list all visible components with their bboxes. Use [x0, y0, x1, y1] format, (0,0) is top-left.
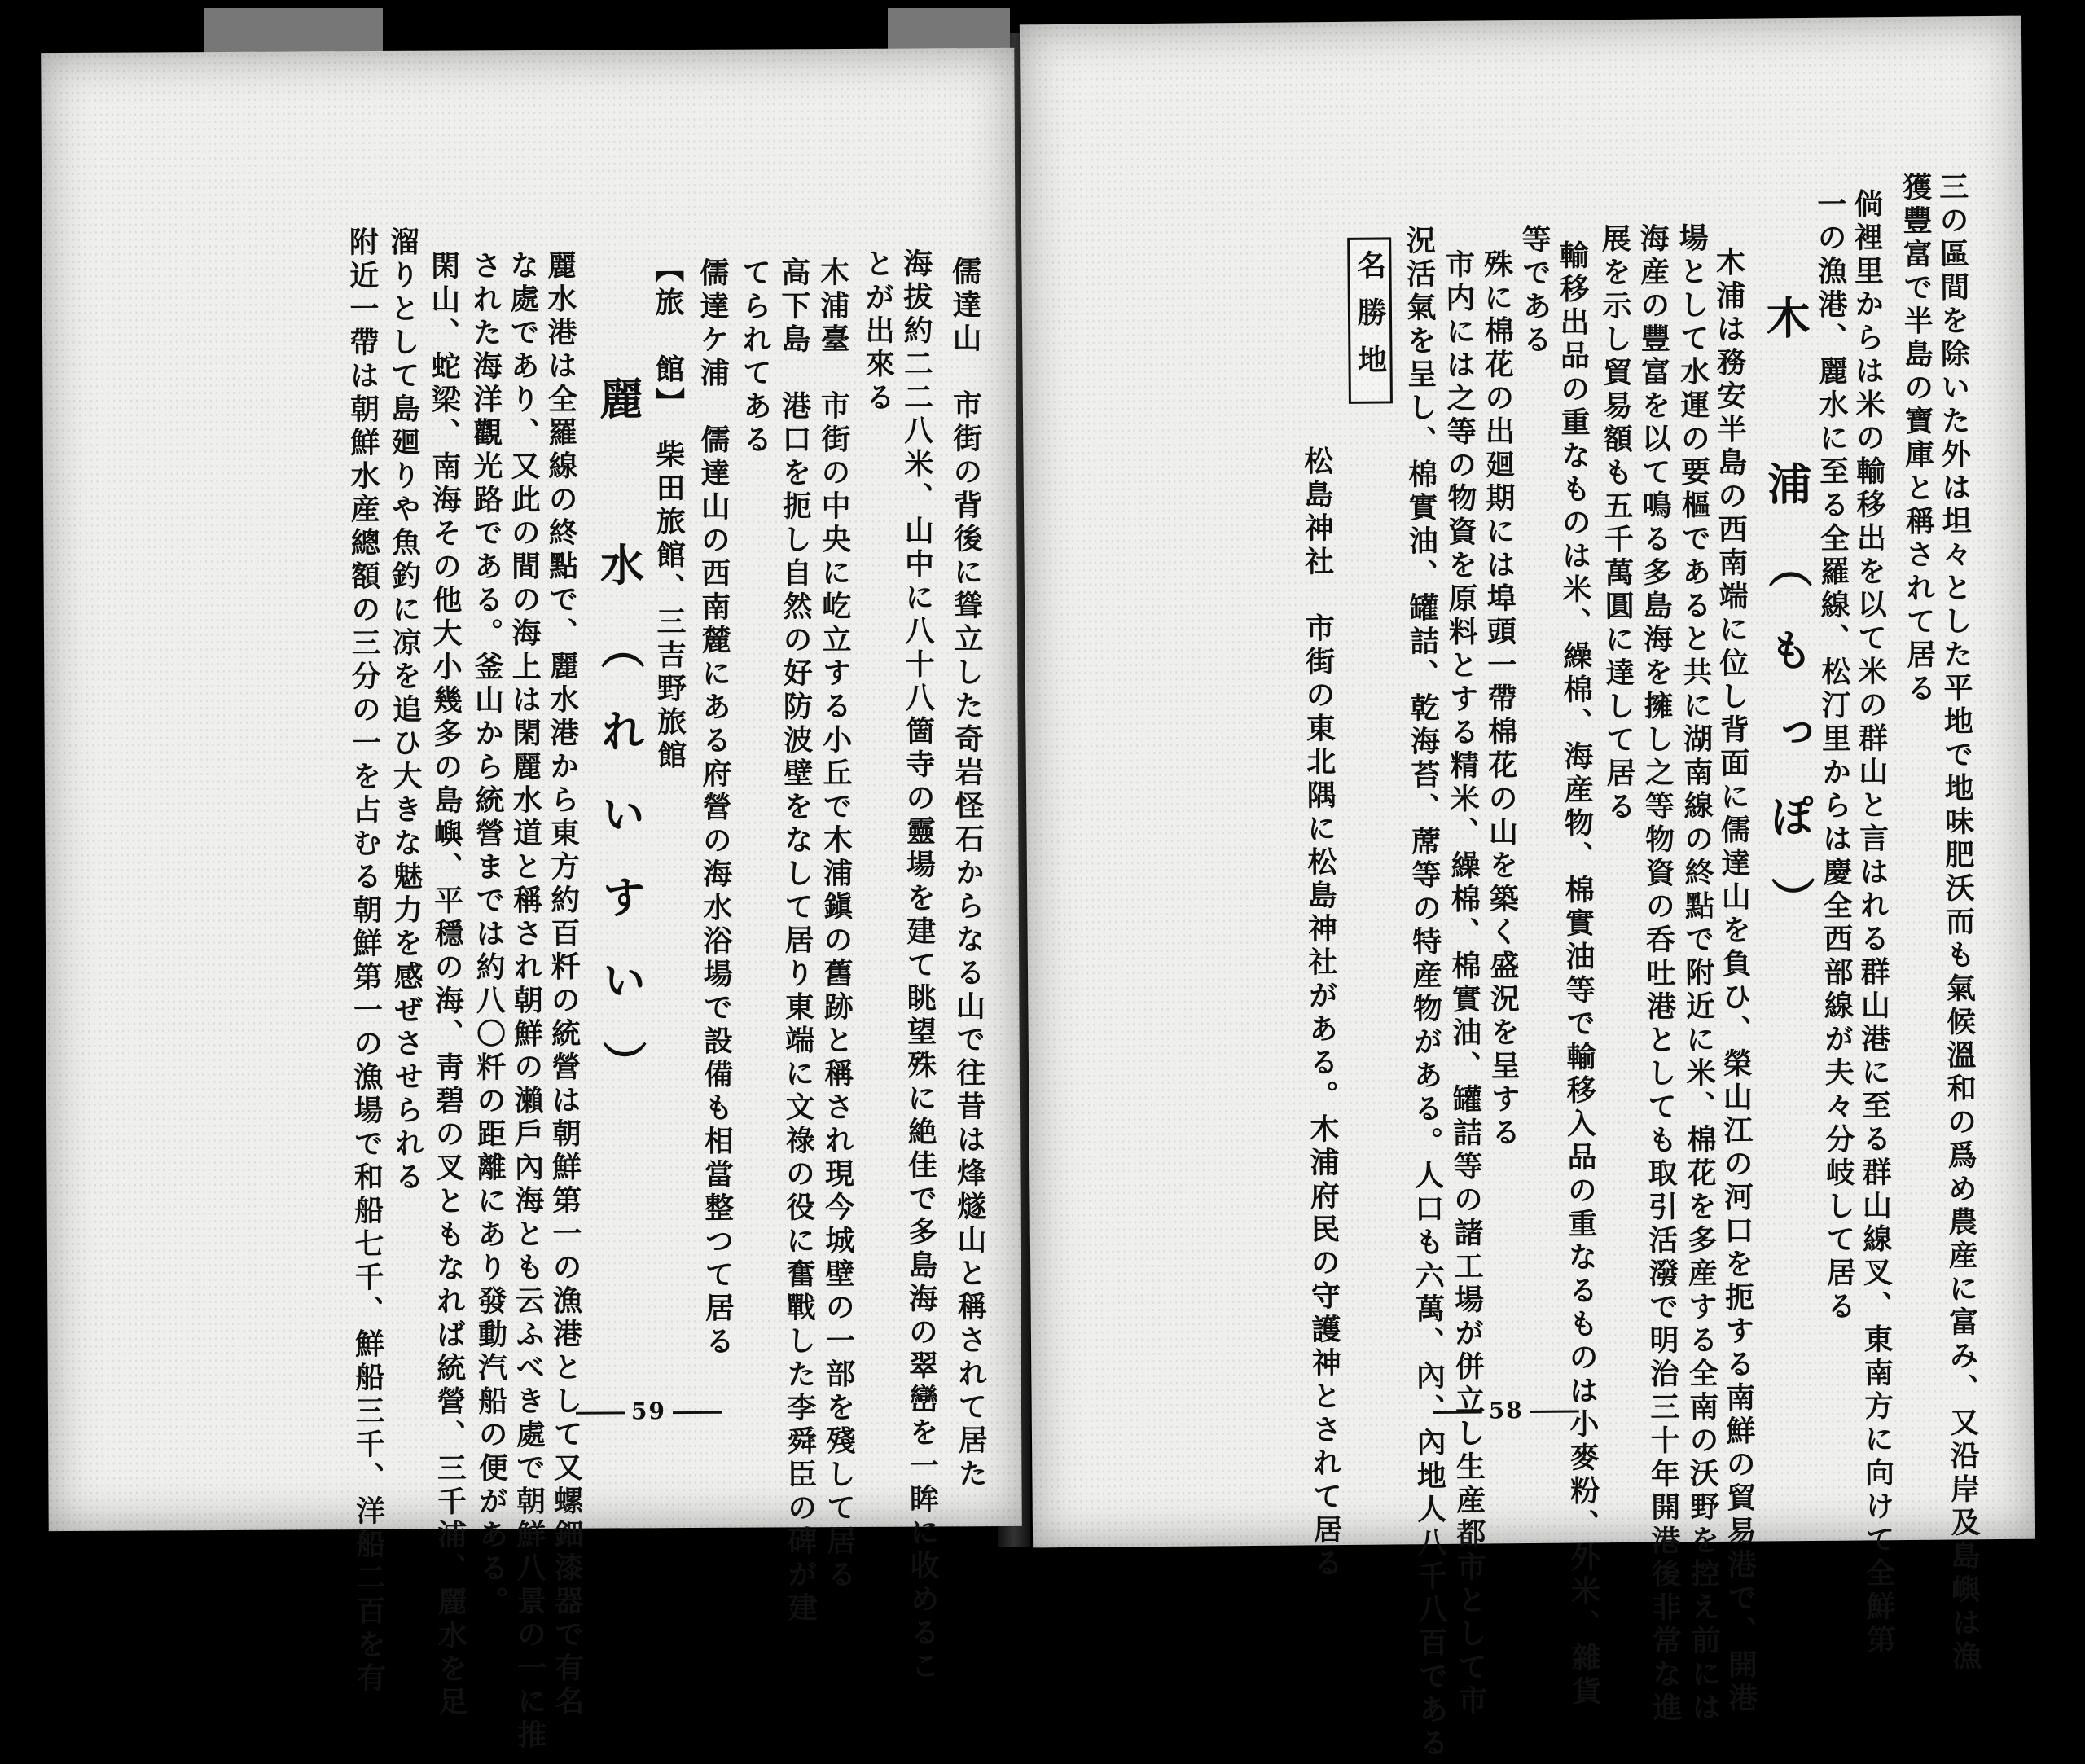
text-line: 倘裡里からは米の輸移出を以て米の群山と言はれる群山港に至る群山線叉、東南方に向けて全鮮第 — [1849, 188, 1897, 1658]
text-line: 展を示し貿易額も五千萬圓に達して居る — [1597, 222, 1637, 825]
text-line: 輸移出品の重なものは米、繰棉、海産物、棉實油等で輸移入品の重なるものは小麥粉、外米、雜貨 — [1555, 239, 1602, 1709]
text-line: てられてある — [737, 257, 773, 458]
text-line: 獲豐富で半島の寶庫と稱されて居る — [1898, 171, 1938, 706]
section-heading-mokpo: 木 浦（もっぽ） — [1758, 294, 1817, 960]
right-page — [1020, 16, 2035, 1762]
text-line: 麗水港は全羅線の終點で、麗水港から東方約百粁の統營は朝鮮第一の漁港として又螺鈿漆器で有名 — [542, 249, 585, 1719]
text-line: 溜りとして島廻りや魚釣に凉を追ひ大きな魅力を感ぜさせられる — [385, 226, 425, 1195]
text-line: 附近一帶は朝鮮水産總額の三分の一を占むる朝鮮第一の漁場で和船七千、鮮船三千、洋船二百を有 — [345, 226, 387, 1696]
page-number: 59 — [569, 1398, 728, 1425]
boxed-heading-meisho: 名勝地 — [1347, 237, 1393, 403]
lodging-line: 【旅 館】 柴田旅館、三吉野旅館 — [650, 253, 687, 774]
text-line: 松島神社 市街の東北隅に松島神社がある。木浦府民の守護神とされて居る — [1299, 445, 1344, 1582]
text-line: 閑山、蛇梁、南海その他大小幾多の島嶼、平穩の海、靑碧の叉ともなれば統營、三千浦、麗水を足 — [426, 250, 468, 1720]
text-line: 木浦臺 市街の中央に屹立する小丘で木浦鎭の舊跡と稱され現今城壁の一部を殘して居る — [815, 256, 858, 1593]
text-line: な處であり、又此の間の海上は閑麗水道と稱され朝鮮の瀨戶內海とも云ふべき處で朝鮮八景の一に推 — [505, 249, 548, 1753]
text-line: された海洋觀光路である。釜山から統營までは約八〇粁の距離にあり發動汽船の便がある。 — [467, 250, 510, 1620]
text-line: 市内には之等の物資を原料とする精米、繰棉、棉實油、罐詰等の諸工場が併立し生産都市として市 — [1441, 248, 1489, 1718]
text-line: とが出來る — [860, 248, 896, 415]
text-line: 等である — [1517, 223, 1553, 358]
tab-marker — [204, 8, 383, 57]
text-line: 場として水運の要樞であると共に湖南線の終點で附近に米、棉花を多産する全南の沃野を控え前には — [1675, 222, 1723, 1726]
section-heading-yeosu: 麗 水（れいすい） — [592, 375, 649, 1124]
text-line: 一の漁港、麗水に至る全羅線、松汀里からは慶全西部線が夫々分岐して居る — [1812, 188, 1857, 1324]
text-line: 儒達ケ浦 儒達山の西南麓にある府營の海水浴場で設備も相當整つて居る — [695, 257, 735, 1359]
text-line: 高下島 港口を扼し自然の好防波壁をなして居り東端に文祿の役に奮戰した李舜臣の碑が建 — [776, 257, 819, 1626]
text-line: 木浦は務安半島の西南端に位し背面に儒達山を負ひ、榮山江の河口を扼する南鮮の貿易港で、開港 — [1711, 246, 1759, 1716]
page-number: 58 — [1427, 1396, 1586, 1424]
text-line: 海拔約二二八米、山中に八十八箇寺の靈場を建て眺望殊に絶佳で多島海の翠巒を一眸に收めるこ — [898, 248, 941, 1684]
text-line: 三の區間を除いた外は坦々とした平地で地味肥沃而も氣候溫和の爲め農産に富み、又沿岸及島嶼は漁 — [1934, 171, 1982, 1674]
text-line: 況活氣を呈し、棉實油、罐詰、乾海苔、蓆等の特産物がある。人口も六萬、內、內地人八千八百である — [1402, 224, 1450, 1762]
text-line: 儒達山 市街の背後に聳立した奇岩怪石からなる山で往昔は烽燧山と稱されて居た — [947, 256, 989, 1492]
text-line: 海産の豐富を以て鳴る多島海を擁し之等物資の呑吐港としても取引活潑で明治三十年開港後非常な進 — [1635, 222, 1683, 1726]
text-line: 殊に棉花の出廻期には埠頭一帶棉花の山を築く盛況を呈する — [1479, 248, 1521, 1151]
left-page — [41, 48, 1021, 1753]
